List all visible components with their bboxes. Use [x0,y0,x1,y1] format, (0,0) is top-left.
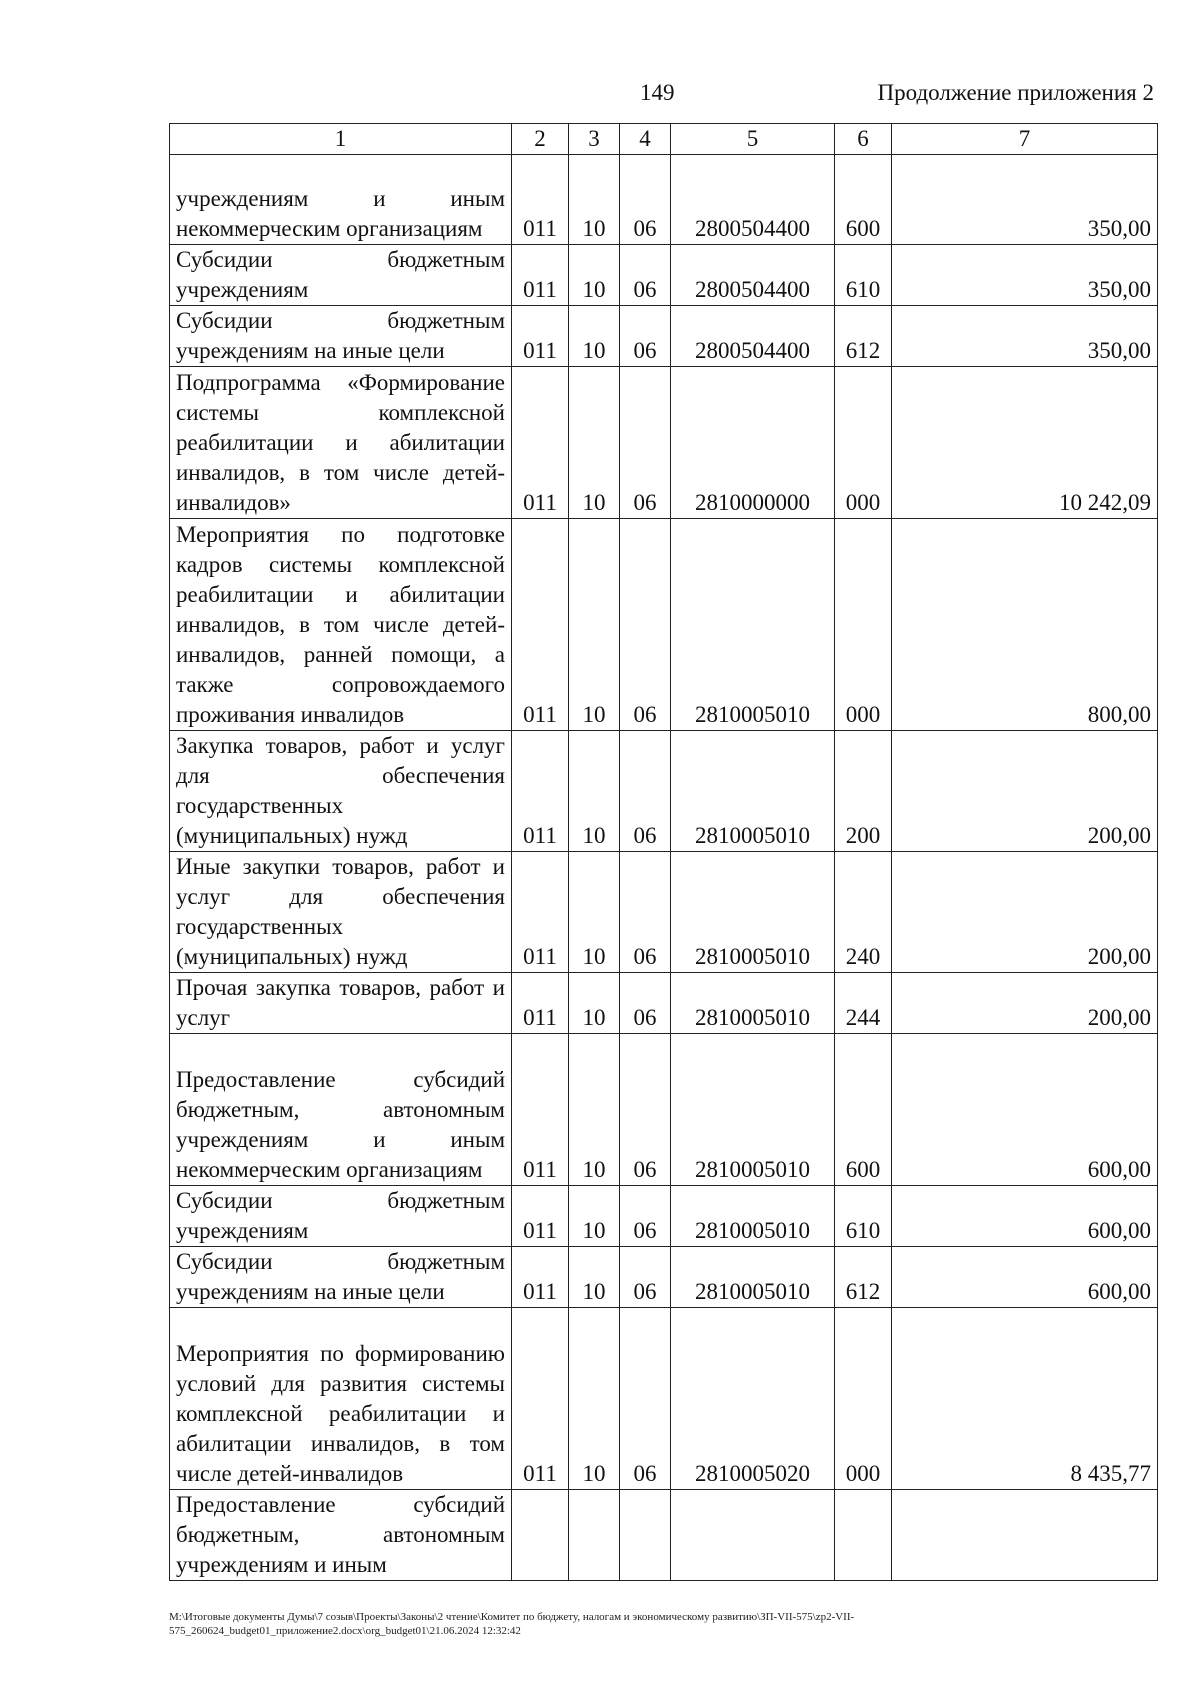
cell-col6: 612 [835,1247,892,1308]
row-name: Закупка товаров, работ и услуг для обеспечения государственных (муниципальных) нужд [170,731,512,852]
cell-amount: 8 435,77 [892,1308,1158,1490]
cell-col3: 10 [569,245,620,306]
cell-col5: 2810005010 [671,1247,835,1308]
cell-col4: 06 [620,155,671,245]
cell-col3: 10 [569,1186,620,1247]
table-row [170,1490,1158,1581]
cell-col5: 2810005010 [671,731,835,852]
cell-col4 [620,1490,671,1581]
cell-col2: 011 [512,1308,569,1490]
table-row [170,245,1158,306]
cell-col3 [569,1490,620,1581]
cell-col2: 011 [512,155,569,245]
cell-col4: 06 [620,306,671,367]
cell-col5: 2810005010 [671,1034,835,1186]
row-name: Субсидии бюджетным учреждениям на иные цели [170,306,512,367]
cell-col6: 240 [835,852,892,973]
cell-col6: 612 [835,306,892,367]
cell-col5: 2810005010 [671,1186,835,1247]
column-header-6: 6 [835,124,892,155]
table-row [170,1308,1158,1490]
table-body [170,155,1158,1581]
cell-col2: 011 [512,852,569,973]
cell-amount: 350,00 [892,245,1158,306]
cell-col4: 06 [620,973,671,1034]
cell-col6: 600 [835,155,892,245]
cell-col4: 06 [620,1247,671,1308]
cell-col4: 06 [620,245,671,306]
cell-amount: 350,00 [892,306,1158,367]
cell-col3: 10 [569,973,620,1034]
cell-col5: 2800504400 [671,245,835,306]
page-number: 149 [640,80,675,105]
cell-amount: 200,00 [892,973,1158,1034]
cell-col3: 10 [569,155,620,245]
cell-amount: 600,00 [892,1034,1158,1186]
cell-col2: 011 [512,519,569,731]
cell-col6: 610 [835,1186,892,1247]
cell-col4: 06 [620,519,671,731]
cell-col3: 10 [569,1034,620,1186]
table-header [170,124,1158,155]
cell-col6 [835,1490,892,1581]
cell-col4: 06 [620,1308,671,1490]
cell-amount [892,1490,1158,1581]
cell-amount: 800,00 [892,519,1158,731]
cell-col5: 2810005010 [671,852,835,973]
cell-col6: 610 [835,245,892,306]
cell-col2: 011 [512,1034,569,1186]
row-name: Мероприятия по формированию условий для развития системы комплексной реабилитации и абилитации инвалидов, в том числе детей-инвалидов [170,1308,512,1490]
table-row [170,519,1158,731]
row-name: Предоставление субсидий бюджетным, автономным учреждениям и иным [170,1490,512,1581]
continuation-heading: Продолжение приложения 2 [877,80,1154,105]
cell-col4: 06 [620,1034,671,1186]
column-header-7: 7 [892,124,1158,155]
table-row [170,1186,1158,1247]
cell-col6: 244 [835,973,892,1034]
column-header-5: 5 [671,124,835,155]
table-row [170,367,1158,519]
row-name: Субсидии бюджетным учреждениям на иные цели [170,1247,512,1308]
cell-col6: 600 [835,1034,892,1186]
table-row [170,973,1158,1034]
table-row [170,1034,1158,1186]
cell-col5: 2810005010 [671,519,835,731]
row-name: Субсидии бюджетным учреждениям [170,245,512,306]
row-name: Мероприятия по подготовке кадров системы комплексной реабилитации и абилитации инвалидов, в том числе детей-инвалидов, ранней помощи, а также сопровождаемого проживания инвалидов [170,519,512,731]
cell-col3: 10 [569,519,620,731]
budget-table [169,123,1158,1581]
cell-col3: 10 [569,852,620,973]
cell-amount: 600,00 [892,1186,1158,1247]
cell-col2: 011 [512,973,569,1034]
table-row [170,306,1158,367]
cell-col2 [512,1490,569,1581]
table-row [170,1247,1158,1308]
table-row [170,155,1158,245]
file-path-footer: M:\Итоговые документы Думы\7 созыв\Проекты\Законы\2 чтение\Комитет по бюджету, налогам и экономическому развитию\ЗП-VII-575\zp2-VII-575_260624_budget01_приложение2.docx\org_budget01\21.06.2024 12:32:42 [169,1611,855,1637]
cell-col2: 011 [512,1186,569,1247]
cell-amount: 350,00 [892,155,1158,245]
row-name: Подпрограмма «Формирование системы комплексной реабилитации и абилитации инвалидов, в том числе детей-инвалидов» [170,367,512,519]
cell-col4: 06 [620,367,671,519]
cell-amount: 200,00 [892,731,1158,852]
cell-col5: 2800504400 [671,155,835,245]
cell-col5: 2800504400 [671,306,835,367]
cell-col3: 10 [569,306,620,367]
cell-col6: 000 [835,367,892,519]
row-name: Предоставление субсидий бюджетным, автономным учреждениям и иным некоммерческим организациям [170,1034,512,1186]
cell-col6: 000 [835,1308,892,1490]
cell-amount: 600,00 [892,1247,1158,1308]
row-name: учреждениям и иным некоммерческим организациям [170,155,512,245]
cell-col6: 000 [835,519,892,731]
cell-amount: 200,00 [892,852,1158,973]
column-header-3: 3 [569,124,620,155]
column-header-2: 2 [512,124,569,155]
row-name: Прочая закупка товаров, работ и услуг [170,973,512,1034]
cell-col5 [671,1490,835,1581]
cell-amount: 10 242,09 [892,367,1158,519]
cell-col4: 06 [620,1186,671,1247]
cell-col5: 2810005020 [671,1308,835,1490]
cell-col6: 200 [835,731,892,852]
cell-col4: 06 [620,731,671,852]
cell-col2: 011 [512,306,569,367]
cell-col2: 011 [512,731,569,852]
column-header-1: 1 [170,124,512,155]
table-row [170,731,1158,852]
cell-col3: 10 [569,731,620,852]
column-header-4: 4 [620,124,671,155]
cell-col2: 011 [512,367,569,519]
cell-col3: 10 [569,1308,620,1490]
header-row [170,124,1158,155]
cell-col4: 06 [620,852,671,973]
row-name: Субсидии бюджетным учреждениям [170,1186,512,1247]
cell-col2: 011 [512,1247,569,1308]
cell-col2: 011 [512,245,569,306]
cell-col5: 2810000000 [671,367,835,519]
row-name: Иные закупки товаров, работ и услуг для обеспечения государственных (муниципальных) нужд [170,852,512,973]
cell-col3: 10 [569,1247,620,1308]
cell-col5: 2810005010 [671,973,835,1034]
cell-col3: 10 [569,367,620,519]
table-row [170,852,1158,973]
